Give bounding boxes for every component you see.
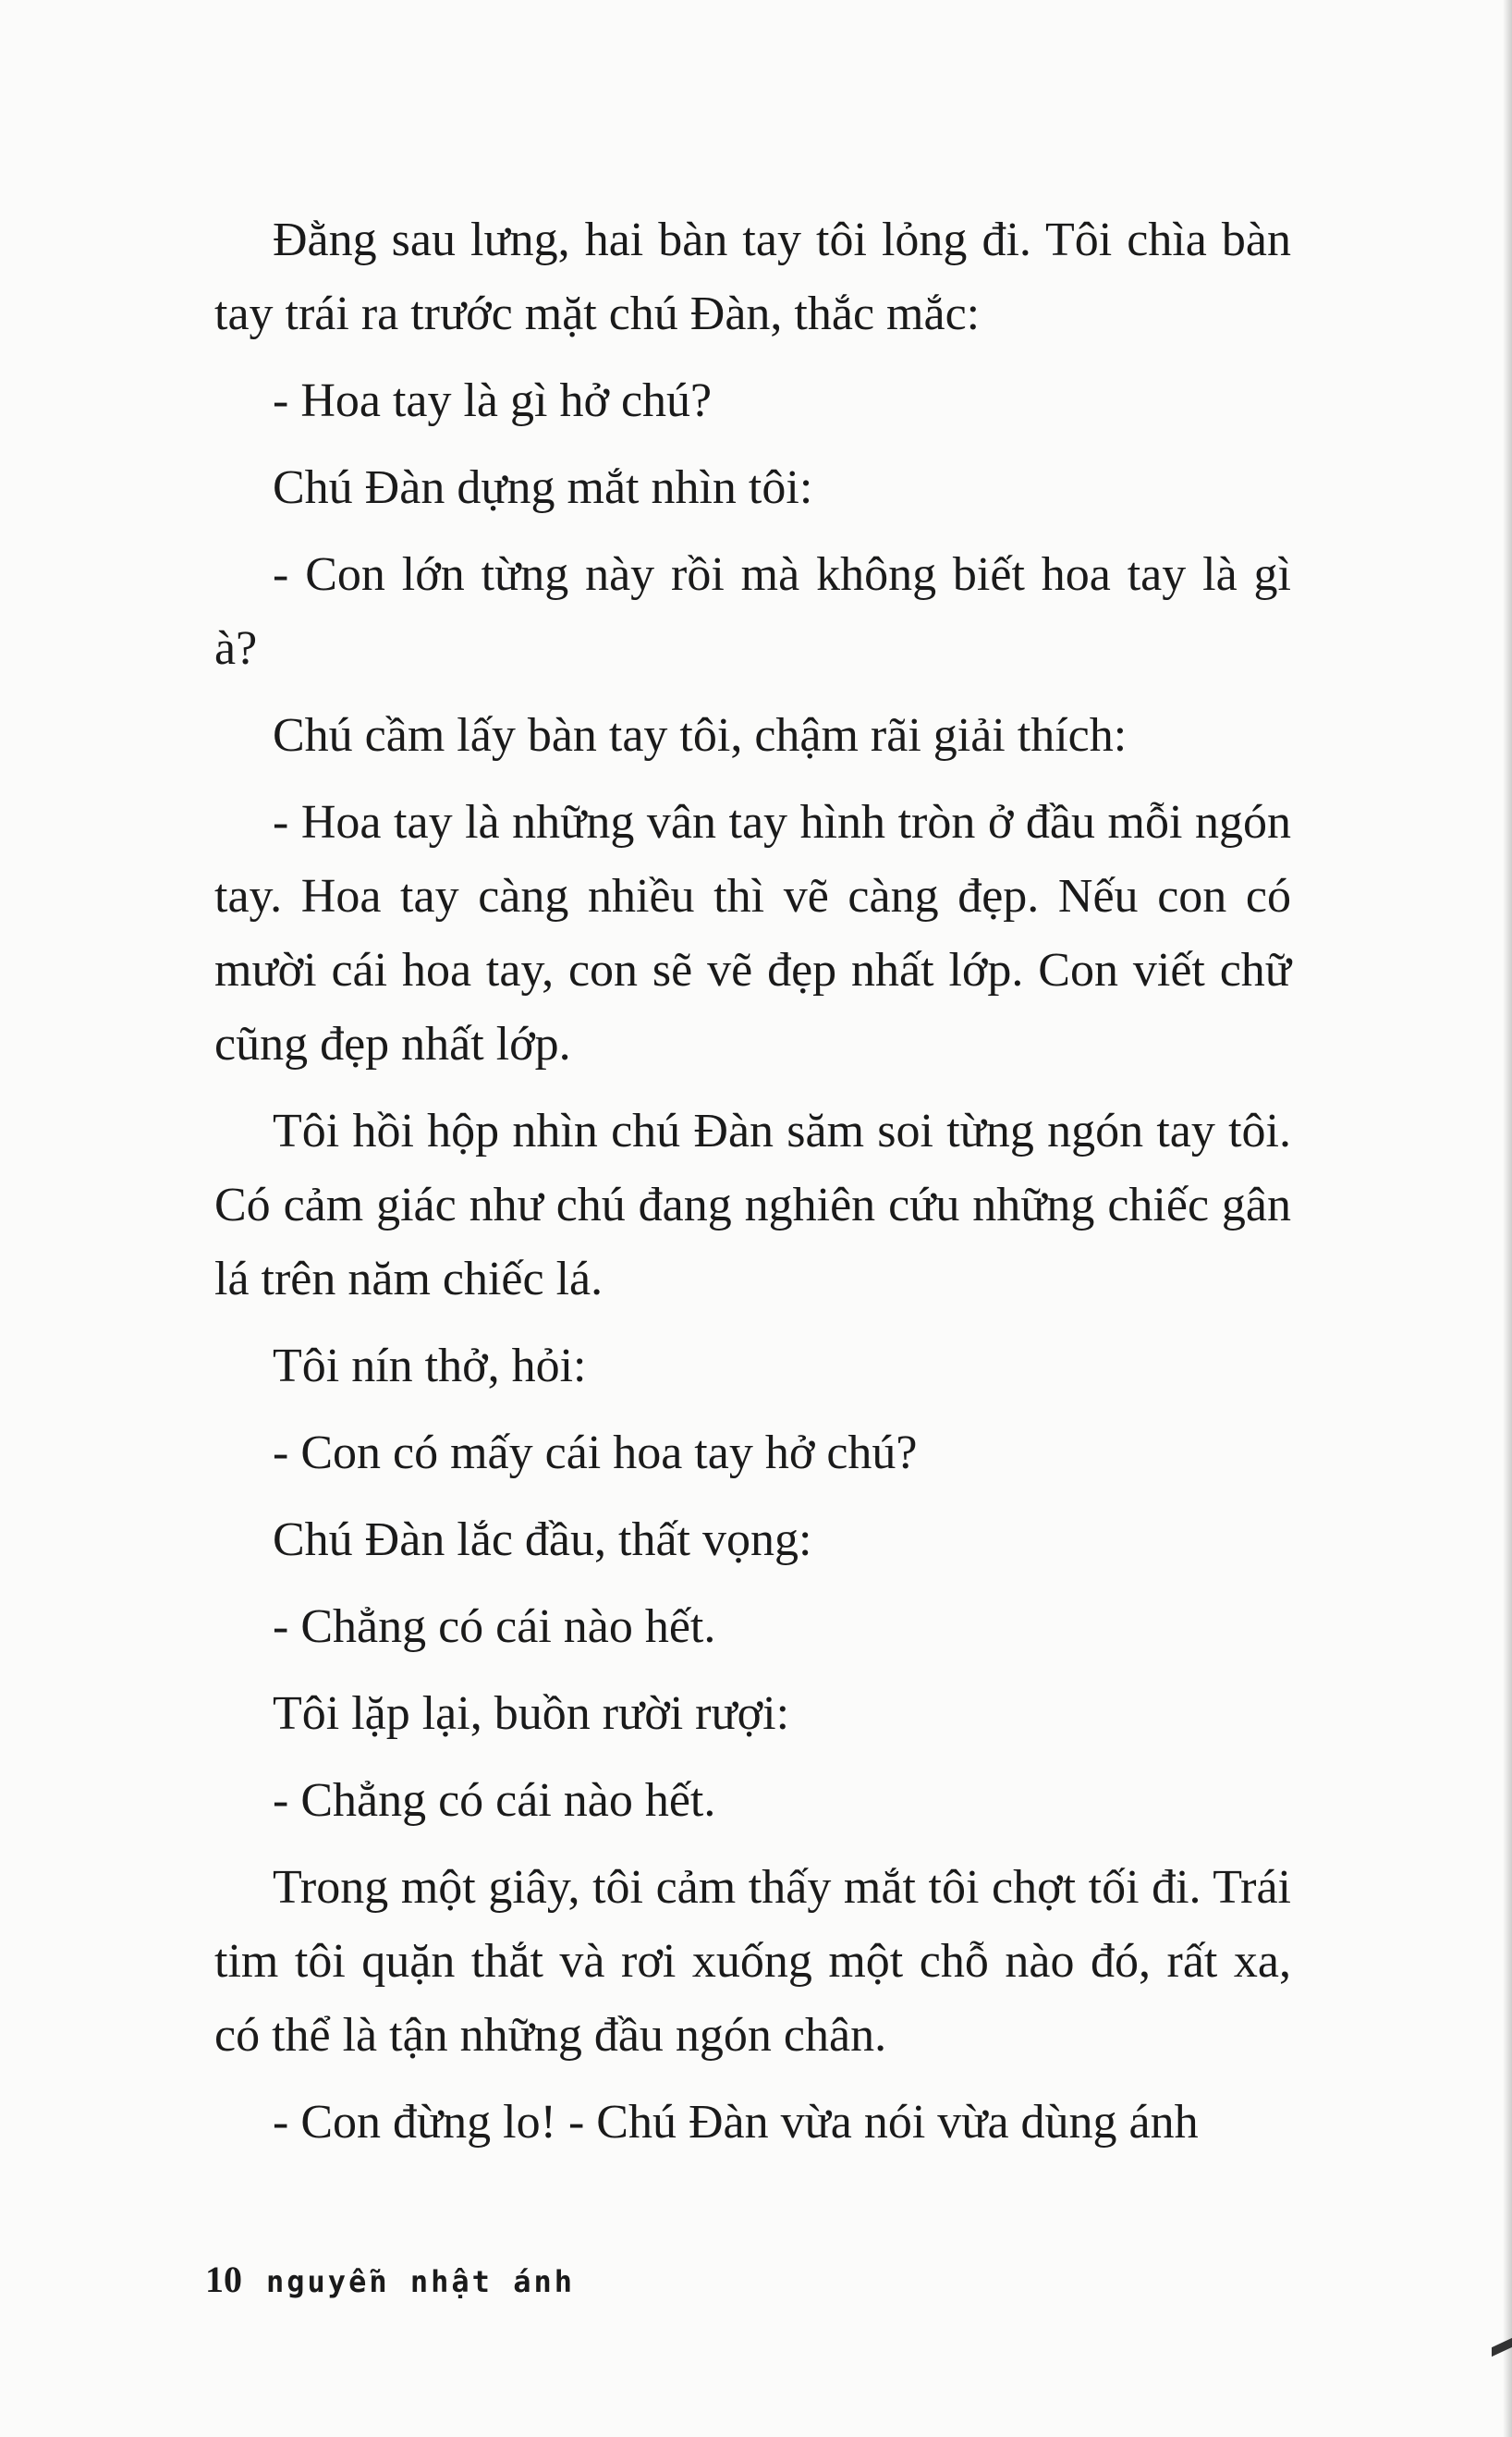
page-edge-shadow <box>1503 0 1512 2437</box>
paragraph-11: - Chẳng có cái nào hết. <box>273 1600 716 1653</box>
paragraph-10: Chú Đàn lắc đầu, thất vọng: <box>273 1513 812 1566</box>
paragraph-15: - Con đừng lo! - Chú Đàn vừa nói vừa dùng ánh <box>273 2096 1199 2149</box>
author-name: nguyễn nhật ánh <box>266 2264 575 2299</box>
paragraph-3: Chú Đàn dựng mắt nhìn tôi: <box>273 461 813 514</box>
paragraph-1: Đằng sau lưng, hai bàn tay tôi lỏng đi. Tôi chìa bàn tay trái ra trước mặt chú Đàn, thắc mắc: <box>214 214 1291 340</box>
paragraph-6: - Hoa tay là những vân tay hình tròn ở đầu mỗi ngón tay. Hoa tay càng nhiều thì vẽ càng đẹp. Nếu con có mười cái hoa tay, con sẽ vẽ đẹp nhất lớp. Con viết chữ cũng đẹp nhất lớp. <box>214 796 1291 1071</box>
body-text <box>214 203 1291 2173</box>
page-number: 10 <box>205 2259 242 2300</box>
paragraph-8: Tôi nín thở, hỏi: <box>273 1340 587 1392</box>
page-footer <box>205 2258 575 2301</box>
paragraph-5: Chú cầm lấy bàn tay tôi, chậm rãi giải thích: <box>273 709 1128 762</box>
paragraph-13: - Chẳng có cái nào hết. <box>273 1774 716 1827</box>
paragraph-7: Tôi hồi hộp nhìn chú Đàn săm soi từng ngón tay tôi. Có cảm giác như chú đang nghiên cứu những chiếc gân lá trên năm chiếc lá. <box>214 1105 1291 1305</box>
paragraph-4: - Con lớn từng này rồi mà không biết hoa tay là gì à? <box>214 548 1291 675</box>
paragraph-9: - Con có mấy cái hoa tay hở chú? <box>273 1427 918 1479</box>
paragraph-14: Trong một giây, tôi cảm thấy mắt tôi chợt tối đi. Trái tim tôi quặn thắt và rơi xuống một chỗ nào đó, rất xa, có thể là tận những đầu ngón chân. <box>214 1861 1291 2062</box>
paragraph-2: - Hoa tay là gì hở chú? <box>273 374 713 427</box>
paragraph-12: Tôi lặp lại, buồn rười rượi: <box>273 1687 790 1740</box>
